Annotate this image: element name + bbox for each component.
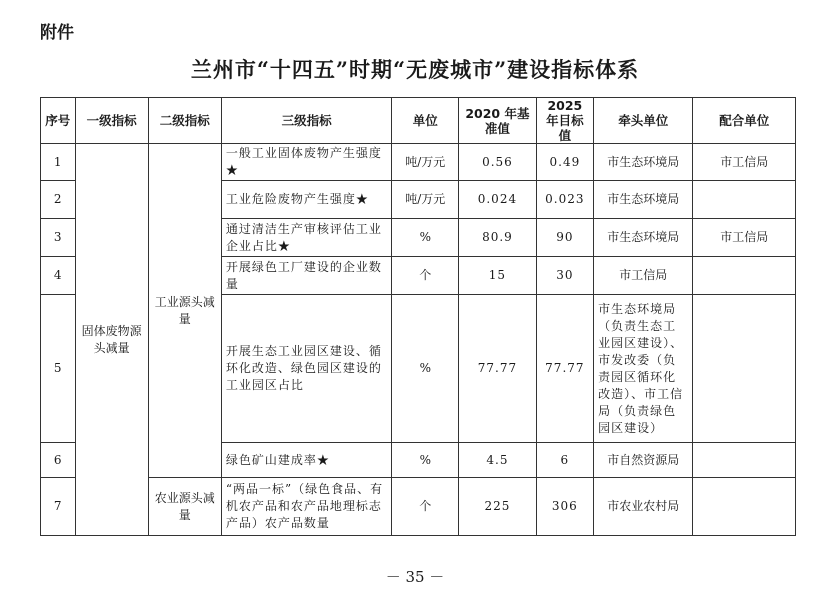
- base-value: 0.024: [459, 181, 536, 219]
- coop-unit: [693, 478, 796, 536]
- unit-cell: 个: [392, 257, 459, 295]
- lead-unit: 市工信局: [594, 257, 693, 295]
- coop-unit: [693, 257, 796, 295]
- lead-unit: 市生态环境局: [594, 144, 693, 181]
- page-number: － 35 －: [385, 568, 445, 586]
- level2-industry: 工业源头减量: [148, 144, 221, 478]
- row-number: 2: [41, 181, 76, 219]
- level1-indicator: 固体废物源头减量: [75, 144, 148, 536]
- level3-indicator: 绿色矿山建成率★: [221, 443, 391, 478]
- unit-cell: %: [392, 443, 459, 478]
- header-level2: 二级指标: [148, 98, 221, 144]
- level3-indicator: 工业危险废物产生强度★: [221, 181, 391, 219]
- coop-unit: [693, 443, 796, 478]
- unit-cell: %: [392, 295, 459, 443]
- base-value: 0.56: [459, 144, 536, 181]
- base-value: 225: [459, 478, 536, 536]
- header-level3: 三级指标: [221, 98, 391, 144]
- level3-indicator: 通过清洁生产审核评估工业企业占比★: [221, 219, 391, 257]
- attachment-label: 附件: [40, 23, 74, 43]
- row-number: 3: [41, 219, 76, 257]
- level2-agriculture: 农业源头减量: [148, 478, 221, 536]
- header-row: [41, 98, 796, 144]
- header-target-2025: 2025 年目标值: [536, 98, 594, 144]
- target-value: 0.49: [536, 144, 594, 181]
- row-number: 4: [41, 257, 76, 295]
- coop-unit: [693, 295, 796, 443]
- header-unit: 单位: [392, 98, 459, 144]
- target-value: 6: [536, 443, 594, 478]
- header-coop-unit: 配合单位: [693, 98, 796, 144]
- unit-cell: 吨/万元: [392, 181, 459, 219]
- header-base-2020: 2020 年基准值: [459, 98, 536, 144]
- row-number: 5: [41, 295, 76, 443]
- target-value: 0.023: [536, 181, 594, 219]
- lead-unit: 市自然资源局: [594, 443, 693, 478]
- level3-indicator: 一般工业固体废物产生强度★: [221, 144, 391, 181]
- row-number: 6: [41, 443, 76, 478]
- header-no: 序号: [41, 98, 76, 144]
- level3-indicator: 开展生态工业园区建设、循环化改造、绿色园区建设的工业园区占比: [221, 295, 391, 443]
- level3-indicator: 开展绿色工厂建设的企业数量: [221, 257, 391, 295]
- base-value: 15: [459, 257, 536, 295]
- base-value: 77.77: [459, 295, 536, 443]
- coop-unit: 市工信局: [693, 219, 796, 257]
- target-value: 90: [536, 219, 594, 257]
- header-lead-unit: 牵头单位: [594, 98, 693, 144]
- lead-unit: 市生态环境局: [594, 219, 693, 257]
- base-value: 4.5: [459, 443, 536, 478]
- coop-unit: 市工信局: [693, 144, 796, 181]
- lead-unit: 市农业农村局: [594, 478, 693, 536]
- header-level1: 一级指标: [75, 98, 148, 144]
- target-value: 77.77: [536, 295, 594, 443]
- table-row: [41, 144, 796, 181]
- target-value: 30: [536, 257, 594, 295]
- lead-unit: 市生态环境局: [594, 181, 693, 219]
- document-title: 兰州市“十四五”时期“无废城市”建设指标体系: [190, 57, 640, 82]
- row-number: 1: [41, 144, 76, 181]
- lead-unit: 市生态环境局（负责生态工业园区建设）、市发改委（负责园区循环化改造）、市工信局（负责绿色园区建设）: [594, 295, 693, 443]
- base-value: 80.9: [459, 219, 536, 257]
- row-number: 7: [41, 478, 76, 536]
- level3-indicator: “两品一标”（绿色食品、有机农产品和农产品地理标志产品）农产品数量: [221, 478, 391, 536]
- indicator-table: [40, 97, 796, 536]
- unit-cell: 个: [392, 478, 459, 536]
- unit-cell: %: [392, 219, 459, 257]
- table-row: [41, 478, 796, 536]
- coop-unit: [693, 181, 796, 219]
- target-value: 306: [536, 478, 594, 536]
- unit-cell: 吨/万元: [392, 144, 459, 181]
